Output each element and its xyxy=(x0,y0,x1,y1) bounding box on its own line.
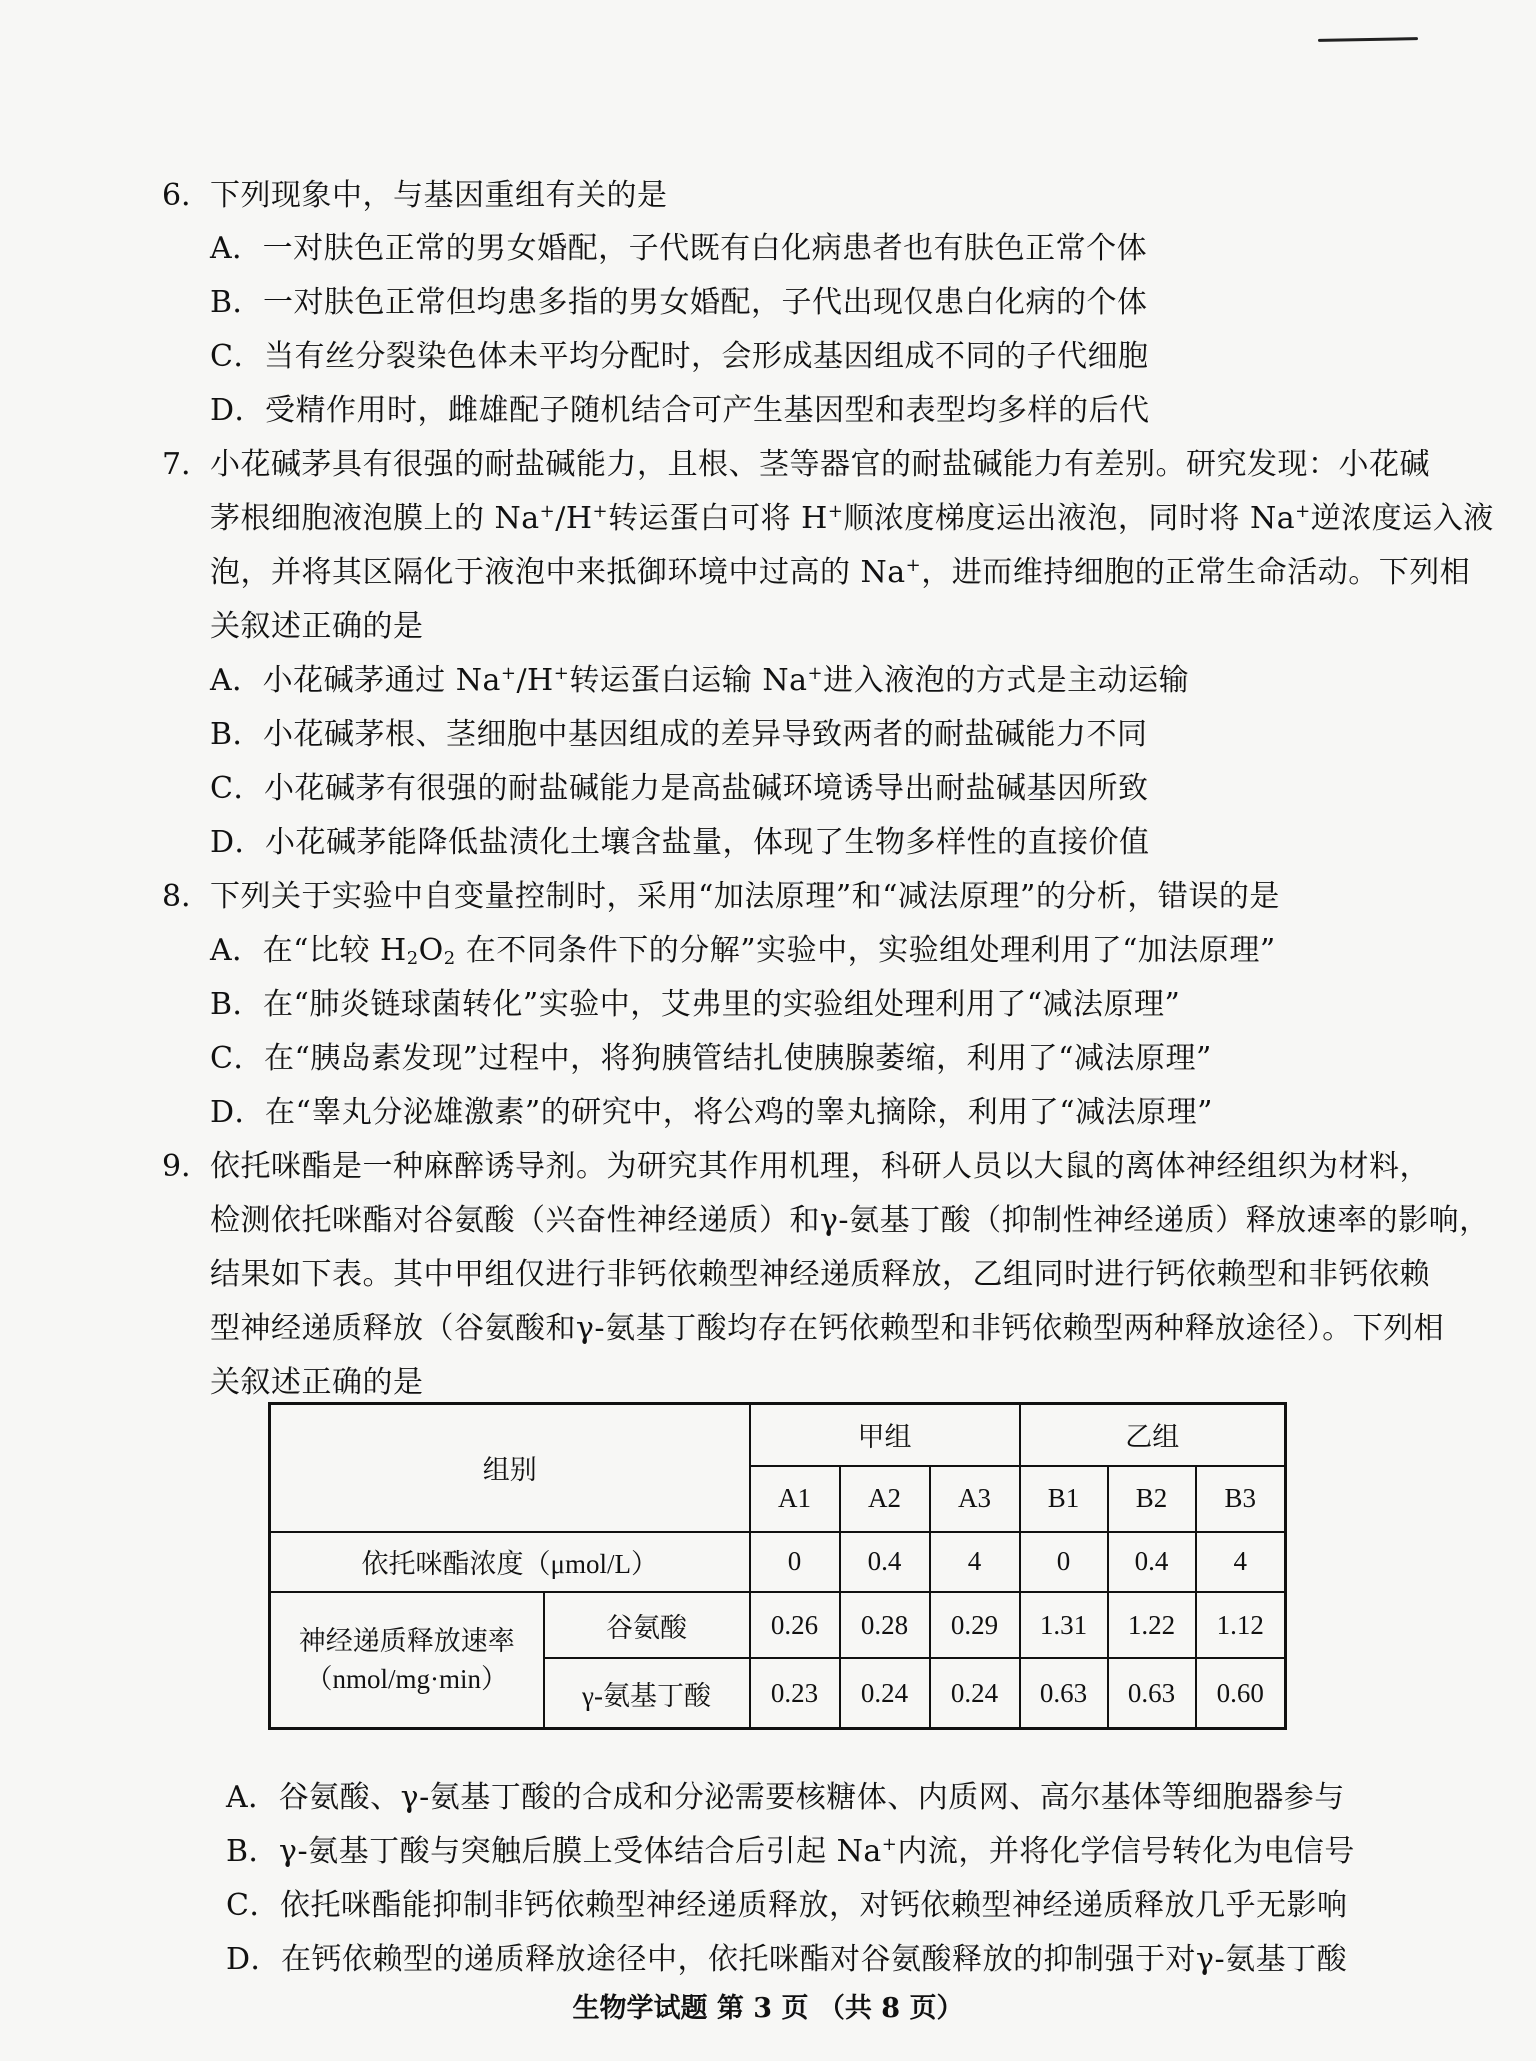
question-number: 6． xyxy=(162,178,212,213)
table-cell: 0.60 xyxy=(1196,1658,1286,1728)
table-cell: 0.26 xyxy=(750,1592,840,1658)
table-gaba-label: γ-氨基丁酸 xyxy=(544,1658,750,1728)
question-stem-line: 结果如下表。其中甲组仅进行非钙依赖型神经递质释放，乙组同时进行钙依赖型和非钙依赖 xyxy=(210,1257,1430,1292)
option-a: A．一对肤色正常的男女婚配，子代既有白化病患者也有肤色正常个体 xyxy=(210,231,1148,266)
table-header-group: 组别 xyxy=(270,1404,750,1532)
scan-mark xyxy=(1318,37,1418,42)
option-a: A．小花碱茅通过 Na+/H+转运蛋白运输 Na+进入液泡的方式是主动运输 xyxy=(210,663,1190,698)
option-c: C．依托咪酯能抑制非钙依赖型神经递质释放，对钙依赖型神经递质释放几乎无影响 xyxy=(226,1888,1348,1923)
option-c: C．小花碱茅有很强的耐盐碱能力是高盐碱环境诱导出耐盐碱基因所致 xyxy=(210,771,1149,806)
table-cell: 1.31 xyxy=(1020,1592,1108,1658)
question-number: 8． xyxy=(162,879,212,914)
question-stem-line: 关叙述正确的是 xyxy=(210,1365,424,1400)
option-d: D．受精作用时，雌雄配子随机结合可产生基因型和表型均多样的后代 xyxy=(210,393,1150,428)
option-a: A．谷氨酸、γ-氨基丁酸的合成和分泌需要核糖体、内质网、高尔基体等细胞器参与 xyxy=(226,1780,1345,1815)
option-d: D．小花碱茅能降低盐渍化土壤含盐量，体现了生物多样性的直接价值 xyxy=(210,825,1150,860)
table-cell: 0.63 xyxy=(1020,1658,1108,1728)
table-cell: 0.63 xyxy=(1108,1658,1196,1728)
question-stem-line: 泡，并将其区隔化于液泡中来抵御环境中过高的 Na+，进而维持细胞的正常生命活动。下列相 xyxy=(210,555,1471,590)
table-conc-label: 依托咪酯浓度（μmol/L） xyxy=(270,1532,750,1592)
table-subgroup: A2 xyxy=(840,1466,930,1532)
table-cell: 4 xyxy=(930,1532,1020,1592)
page-footer: 生物学试题 第 3 页 （共 8 页） xyxy=(572,1993,964,2024)
table-cell: 4 xyxy=(1196,1532,1286,1592)
option-b: B．在“肺炎链球菌转化”实验中，艾弗里的实验组处理利用了“减法原理” xyxy=(210,987,1181,1022)
table-cell: 0.4 xyxy=(840,1532,930,1592)
question-stem-line: 依托咪酯是一种麻醉诱导剂。为研究其作用机理，科研人员以大鼠的离体神经组织为材料， xyxy=(210,1149,1430,1184)
table-subgroup: B1 xyxy=(1020,1466,1108,1532)
table-cell: 0.23 xyxy=(750,1658,840,1728)
question-stem: 下列关于实验中自变量控制时，采用“加法原理”和“减法原理”的分析，错误的是 xyxy=(210,879,1280,914)
option-b: B．γ-氨基丁酸与突触后膜上受体结合后引起 Na+内流，并将化学信号转化为电信号 xyxy=(226,1834,1355,1869)
table-cell: 0.29 xyxy=(930,1592,1020,1658)
table-rate-label-line2: （nmol/mg·min） xyxy=(305,1664,508,1695)
table-glu-label: 谷氨酸 xyxy=(544,1592,750,1658)
question-stem-line: 关叙述正确的是 xyxy=(210,609,424,644)
question-stem-line: 茅根细胞液泡膜上的 Na+/H+转运蛋白可将 H+顺浓度梯度运出液泡，同时将 Na+逆浓度运入液 xyxy=(210,501,1494,536)
table-subgroup: B2 xyxy=(1108,1466,1196,1532)
option-b: B．小花碱茅根、茎细胞中基因组成的差异导致两者的耐盐碱能力不同 xyxy=(210,717,1148,752)
table-cell: 0 xyxy=(750,1532,840,1592)
option-b: B．一对肤色正常但均患多指的男女婚配，子代出现仅患白化病的个体 xyxy=(210,285,1148,320)
table-cell: 0 xyxy=(1020,1532,1108,1592)
question-stem-line: 小花碱茅具有很强的耐盐碱能力，且根、茎等器官的耐盐碱能力有差别。研究发现：小花碱 xyxy=(210,447,1430,482)
table-rate-label-line1: 神经递质释放速率 xyxy=(298,1626,515,1657)
question-stem: 下列现象中，与基因重组有关的是 xyxy=(210,178,668,213)
question-stem-line: 检测依托咪酯对谷氨酸（兴奋性神经递质）和γ-氨基丁酸（抑制性神经递质）释放速率的影响， xyxy=(210,1203,1490,1238)
table-subgroup: A1 xyxy=(750,1466,840,1532)
table-cell: 0.4 xyxy=(1108,1532,1196,1592)
option-d: D．在“睾丸分泌雄激素”的研究中，将公鸡的睾丸摘除，利用了“减法原理” xyxy=(210,1095,1213,1130)
results-table xyxy=(268,1402,1287,1730)
option-a: A．在“比较 $H_2O_2$ 在不同条件下的分解”实验中，实验组处理利用了“加法原理” xyxy=(210,933,1276,969)
table-cell: 0.24 xyxy=(930,1658,1020,1728)
table-cell: 0.28 xyxy=(840,1592,930,1658)
option-c: C．当有丝分裂染色体未平均分配时，会形成基因组成不同的子代细胞 xyxy=(210,339,1149,374)
table-subgroup: A3 xyxy=(930,1466,1020,1532)
option-d: D．在钙依赖型的递质释放途径中，依托咪酯对谷氨酸释放的抑制强于对γ-氨基丁酸 xyxy=(226,1942,1348,1977)
question-number: 9． xyxy=(162,1149,212,1184)
table-subgroup: B3 xyxy=(1196,1466,1286,1532)
option-c: C．在“胰岛素发现”过程中，将狗胰管结扎使胰腺萎缩，利用了“减法原理” xyxy=(210,1041,1212,1076)
table-header-yi: 乙组 xyxy=(1020,1404,1286,1466)
table-cell: 1.22 xyxy=(1108,1592,1196,1658)
table-cell: 0.24 xyxy=(840,1658,930,1728)
table-cell: 1.12 xyxy=(1196,1592,1286,1658)
question-number: 7． xyxy=(162,447,212,482)
question-stem-line: 型神经递质释放（谷氨酸和γ-氨基丁酸均存在钙依赖型和非钙依赖型两种释放途径）。下列相 xyxy=(210,1311,1445,1346)
table-header-jia: 甲组 xyxy=(750,1404,1020,1466)
table-rate-label xyxy=(270,1592,544,1728)
